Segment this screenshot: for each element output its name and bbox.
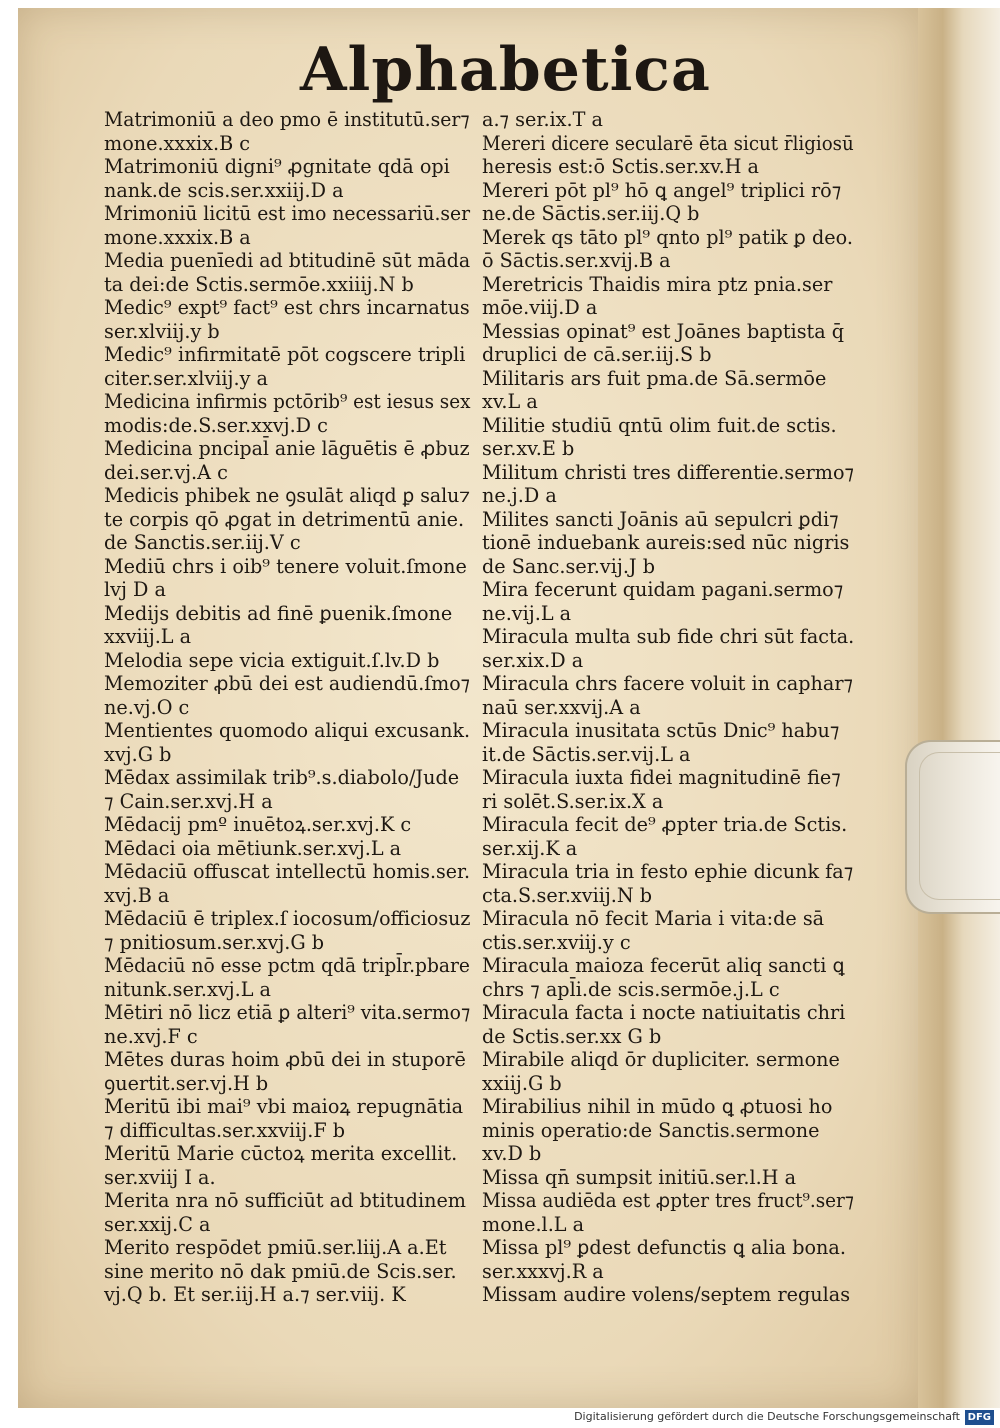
index-entry-line: Mereri dicere secularē ēta sicut r̄ligiosū xyxy=(482,131,854,155)
index-entry-line: Milites sancti Joānis aū sepulcri ꝑdi⁊ xyxy=(482,507,839,531)
index-entry-line: xv.D b xyxy=(482,1142,542,1165)
index-entry-line: ō Sāctis.ser.xvij.B a xyxy=(482,249,671,272)
index-entry-line: xvj.B a xyxy=(104,883,170,907)
index-entry-line: cta.S.ser.xviij.N b xyxy=(482,883,653,907)
index-entry-line: Media puenīedi ad btitudinē sūt māda xyxy=(104,249,471,272)
index-entry-line: ser.xv.E b xyxy=(482,437,575,460)
index-entry-line: ri solēt.S.ser.ix.X a xyxy=(482,789,664,813)
index-column-left xyxy=(104,108,470,1307)
index-entry-line: xvj.G b xyxy=(104,742,172,766)
index-entry-line: Mēdax assimilak trib⁹.s.diabolo/Jude xyxy=(104,766,460,789)
index-entry-line: ne.j.D a xyxy=(482,484,557,507)
index-entry-line: ser.xlviij.y b xyxy=(104,319,220,343)
index-entry-line: Miracula tria in festo ephie dicunk fa⁊ xyxy=(482,860,854,883)
index-entry-line: minis operatio:de Sanctis.sermone xyxy=(482,1118,820,1142)
index-entry-line: it.de Sāctis.ser.vij.L a xyxy=(482,742,691,766)
index-entry-line: a.⁊ ser.ix.T a xyxy=(482,108,603,131)
index-entry-line: Mentientes quomodo aliqui excusank. xyxy=(104,719,471,742)
index-entry-line: ser.xxxvj.R a xyxy=(482,1259,604,1283)
index-entry-line: Mirabile aliqd ōr dupliciter. sermone xyxy=(482,1048,840,1071)
index-entry-line: ser.xix.D a xyxy=(482,648,584,672)
index-entry-line: Meritū ibi mai⁹ vbi maioꝝ repugnātia xyxy=(104,1095,464,1118)
index-entry-line: mōe.viij.D a xyxy=(482,296,598,319)
index-entry-line: ser.xviij I a. xyxy=(104,1165,216,1189)
index-entry-line: sine merito nō dak pmiū.de Scis.ser. xyxy=(104,1259,457,1283)
page-edge xyxy=(918,8,1000,1408)
index-entry-line: lvj D a xyxy=(104,578,166,601)
index-entry-line: Mira fecerunt quidam pagani.sermo⁊ xyxy=(482,578,844,601)
index-entry-line: Militaris ars fuit pma.de Sā.sermōe xyxy=(482,366,827,390)
index-entry-line: ⁊ pnitiosum.ser.xvj.G b xyxy=(104,930,325,954)
index-entry-line: Mēdacij pmº inuētoꝝ.ser.xvj.K c xyxy=(104,813,412,836)
index-entry-line: Mediū chrs i oib⁹ tenere voluit.ſmone xyxy=(104,554,467,578)
index-entry-line: de Sanctis.ser.iij.V c xyxy=(104,531,301,554)
index-entry-line: Mētes duras hoim ꝓbū dei in stuporē xyxy=(104,1048,466,1071)
index-entry-line: Medicis phibek ne ꝯsulāt aliqd ꝑ salu⁊ xyxy=(104,484,471,507)
index-entry-line: druplici de cā.ser.iij.S b xyxy=(482,343,712,366)
index-entry-line: Mēdaciū offuscat intellectū homis.ser. xyxy=(104,860,471,883)
index-entry-line: Missa audiēda est ꝓpter tres fruct⁹.ser⁊ xyxy=(482,1189,854,1212)
index-entry-line: de Sanc.ser.vij.J b xyxy=(482,554,655,578)
index-entry-line: Memoziter ꝓbū dei est audiendū.ſmo⁊ xyxy=(104,672,471,695)
index-entry-line: ⁊ Cain.ser.xvj.H a xyxy=(104,789,273,813)
index-entry-line: te corpis qō ꝓgat in detrimentū anie. xyxy=(104,507,465,531)
index-entry-line: Miracula maioza fecerūt aliq sancti ꝗ xyxy=(482,954,845,977)
index-entry-line: nitunk.ser.xvj.L a xyxy=(104,977,271,1001)
index-entry-line: Miracula nō fecit Maria i vita:de sā xyxy=(482,907,825,930)
digitization-credit: Digitalisierung gefördert durch die Deutsche Forschungsgemeinschaft xyxy=(574,1410,960,1423)
index-entry-line: dei.ser.vj.A c xyxy=(104,460,228,484)
running-title: Alphabetica xyxy=(300,35,711,105)
index-entry-line: Mēdaciū nō esse pctm qdā tripl̄r.pbare xyxy=(104,954,470,977)
index-entry-line: nank.de scis.ser.xxiij.D a xyxy=(104,178,344,202)
index-entry-line: Militie studiū qntū olim fuit.de sctis. xyxy=(482,413,837,437)
index-entry-line: ꝯuertit.ser.vj.H b xyxy=(104,1071,269,1095)
index-entry-line: xv.L a xyxy=(482,390,538,413)
index-entry-line: ⁊ difficultas.ser.xxviij.F b xyxy=(104,1118,346,1142)
index-entry-line: ctis.ser.xviij.y c xyxy=(482,930,631,954)
index-entry-line: Medic⁹ infirmitatē pōt cogscere tripli xyxy=(104,343,466,366)
index-entry-line: Messias opinat⁹ est Joānes baptista q̄ xyxy=(482,319,845,343)
index-entry-line: Merita nra nō sufficiūt ad btitudinem xyxy=(104,1189,467,1212)
index-entry-line: Medicina infirmis pctōrib⁹ est iesus sex xyxy=(104,390,471,413)
index-entry-line: heresis est:ō Sctis.ser.xv.H a xyxy=(482,155,759,178)
index-entry-line: ser.xij.K a xyxy=(482,836,578,860)
index-entry-line: mone.xxxix.B c xyxy=(104,131,251,155)
index-entry-line: Mereri pōt pl⁹ hō ꝗ angel⁹ triplici rō⁊ xyxy=(482,178,842,202)
index-entry-line: Missa pl⁹ ꝑdest defunctis ꝗ alia bona. xyxy=(482,1236,846,1259)
index-entry-line: vj.Q b. Et ser.iij.H a.⁊ ser.viij. K xyxy=(104,1283,406,1306)
index-entry-line: Medic⁹ expt⁹ fact⁹ est chrs incarnatus xyxy=(104,296,470,319)
index-entry-line: mone.l.L a xyxy=(482,1212,585,1236)
index-entry-line: Melodia sepe vicia extiguit.ſ.lv.D b xyxy=(104,648,440,672)
index-entry-line: Mēdaciū ē triplex.ſ iocosum/officiosuz xyxy=(104,907,471,930)
index-entry-line: chrs ⁊ apl̄i.de scis.sermōe.j.L c xyxy=(482,977,780,1001)
index-entry-line: Medijs debitis ad finē ꝑuenik.ſmone xyxy=(104,601,453,625)
index-entry-line: Mēdaci oia mētiunk.ser.xvj.L a xyxy=(104,836,402,860)
index-entry-line: ne.vj.O c xyxy=(104,695,190,719)
index-entry-line: Mrimoniū licitū est imo necessariū.ser xyxy=(104,202,471,225)
index-entry-line: ne.vij.L a xyxy=(482,601,572,625)
index-entry-line: naū ser.xxvij.A a xyxy=(482,695,641,719)
index-entry-line: mone.xxxix.B a xyxy=(104,225,251,249)
index-entry-line: ta dei:de Sctis.sermōe.xxiiij.N b xyxy=(104,272,414,296)
index-entry-line: Merek qs tāto pl⁹ qnto pl⁹ patik ꝑ deo. xyxy=(482,225,853,249)
index-entry-line: ser.xxij.C a xyxy=(104,1212,211,1236)
index-entry-line: Meritū Marie cūctoꝝ merita excellit. xyxy=(104,1142,458,1165)
index-entry-line: Merito respōdet pmiū.ser.liij.A a.Et xyxy=(104,1236,447,1259)
index-entry-line: tionē induebank aureis:sed nūc nigris xyxy=(482,531,850,554)
index-entry-line: modis:de.S.ser.xxvj.D c xyxy=(104,413,328,437)
index-entry-line: Mētiri nō licz etiā ꝑ alteri⁹ vita.sermo⁊ xyxy=(104,1001,471,1024)
index-entry-line: Militum christi tres differentie.sermo⁊ xyxy=(482,460,855,484)
dfg-logo: DFG xyxy=(965,1410,994,1425)
index-entry-line: Meretricis Thaidis mira ptz pnia.ser xyxy=(482,272,833,296)
index-entry-line: citer.ser.xlviij.y a xyxy=(104,366,268,390)
index-entry-line: xxviij.L a xyxy=(104,625,192,648)
index-entry-line: ne.de Sāctis.ser.iij.Q b xyxy=(482,202,700,225)
index-entry-line: Miracula multa sub fide chri sūt facta. xyxy=(482,625,855,648)
index-entry-line: xxiij.G b xyxy=(482,1071,562,1095)
index-column-right xyxy=(482,108,854,1307)
index-entry-line: Miracula chrs facere voluit in caphar⁊ xyxy=(482,672,854,695)
index-entry-line: Medicina pncipal̄ anie lāguētis ē ꝓbuz xyxy=(104,437,470,460)
index-entry-line: ne.xvj.F c xyxy=(104,1024,198,1048)
index-entry-line: Miracula facta i nocte natiuitatis chri xyxy=(482,1001,846,1024)
index-entry-line: Matrimoniū a deo pmo ē institutū.ser⁊ xyxy=(104,108,470,131)
index-entry-line: Miracula inusitata sctūs Dnic⁹ habu⁊ xyxy=(482,719,840,742)
index-entry-line: Missa qn̄ sumpsit initiū.ser.l.H a xyxy=(482,1165,797,1189)
index-entry-line: Missam audire volens/septem regulas xyxy=(482,1283,851,1306)
index-entry-line: de Sctis.ser.xx G b xyxy=(482,1024,662,1048)
book-clasp-inner xyxy=(919,752,1000,900)
index-entry-line: Mirabilius nihil in mūdo ꝗ ꝓtuosi ho xyxy=(482,1095,833,1118)
index-entry-line: Miracula fecit de⁹ ꝓpter tria.de Sctis. xyxy=(482,813,848,836)
index-entry-line: Miracula iuxta fidei magnitudinē fie⁊ xyxy=(482,766,841,789)
index-entry-line: Matrimoniū digni⁹ ꝓgnitate qdā opi xyxy=(104,155,450,178)
